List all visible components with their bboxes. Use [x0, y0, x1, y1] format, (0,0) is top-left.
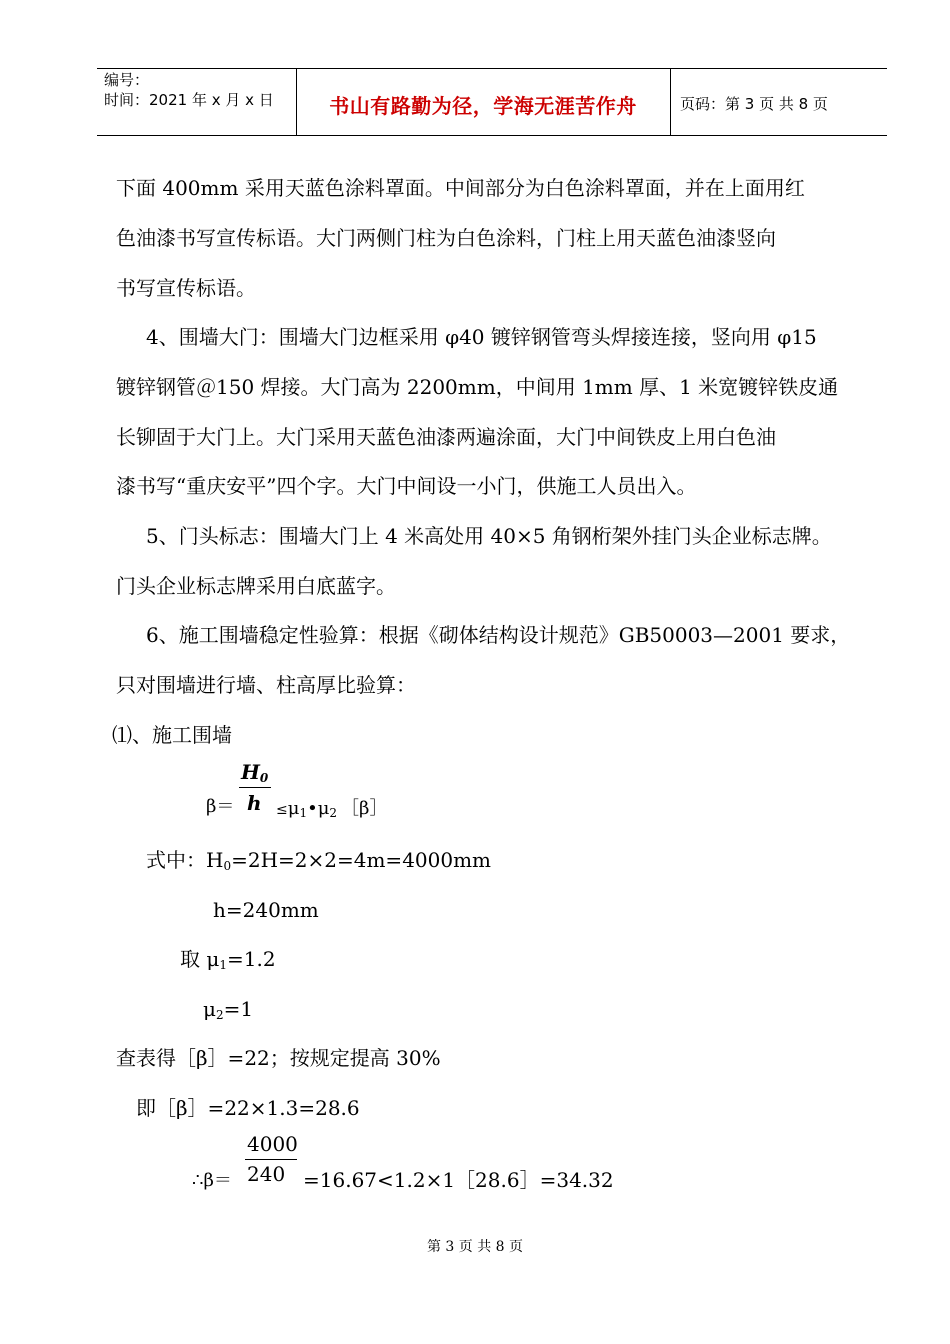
mu2-line: $\mu_2=1$ [203, 997, 254, 1022]
body-line-12: ⑴、施工围墙 [112, 723, 232, 747]
body-line-10: 6、施工围墙稳定性验算：根据《砌体结构设计规范》GB50003—2001 要求， [146, 623, 851, 647]
formula1-rhs: $\le\mu_1•\mu_2$ ［β］ [276, 798, 388, 820]
body-line-6: 长铆固于大门上。大门采用天蓝色油漆两遍涂面，大门中间铁皮上用白色油 [116, 425, 776, 449]
formula2-numerator: 4000 [247, 1132, 298, 1156]
formula2-denominator: 240 [247, 1162, 286, 1186]
formula2-result: =16.67<1.2×1［28.6］=34.32 [303, 1168, 614, 1192]
header-top-rule [97, 68, 887, 69]
header-time-label: 时间：2021 年 x 月 x 日 [104, 91, 274, 109]
page-footer: 第 3 页 共 8 页 [426, 1239, 524, 1255]
formula1-beta: β＝ [206, 796, 235, 817]
header-bottom-rule [97, 135, 887, 136]
formula2-prefix: ∴β＝ [192, 1170, 232, 1191]
body-line-3: 书写宣传标语。 [116, 276, 256, 300]
body-line-8: 5、门头标志：围墙大门上 4 米高处用 40×5 角钢桁架外挂门头企业标志牌。 [146, 524, 832, 548]
where-h0-line: 式中：$H_0=2H=2\times 2=4m=4000mm$ [146, 848, 492, 873]
header-divider-right [670, 68, 671, 135]
body-line-9: 门头企业标志牌采用白底蓝字。 [116, 574, 396, 598]
header-serial-label: 编号： [104, 71, 150, 89]
where-h-line: h=240mm [213, 898, 319, 922]
body-line-11: 只对围墙进行墙、柱高厚比验算： [116, 673, 416, 697]
formula1-denominator: h [247, 791, 262, 815]
header-motto: 书山有路勤为径，学海无涯苦作舟 [329, 94, 637, 118]
header-page-label: 页码：第 3 页 共 8 页 [680, 95, 828, 113]
formula1-fraction-bar [239, 787, 271, 788]
ji-line: 即［β］=22×1.3=28.6 [136, 1096, 360, 1120]
formula2-fraction-bar [245, 1159, 297, 1160]
body-line-2: 色油漆书写宣传标语。大门两侧门柱为白色涂料，门柱上用天蓝色油漆竖向 [116, 226, 776, 250]
formula1-numerator: $H_0$ [241, 760, 269, 785]
body-line-1: 下面 400mm 采用天蓝色涂料罩面。中间部分为白色涂料罩面，并在上面用红 [116, 176, 805, 200]
body-line-4: 4、围墙大门：围墙大门边框采用 φ40 镀锌钢管弯头焊接连接，竖向用 φ15 [146, 325, 817, 349]
body-line-7: 漆书写“重庆安平”四个字。大门中间设一小门，供施工人员出入。 [116, 474, 697, 498]
take-mu1-line: 取 $\mu_1=1.2$ [180, 947, 276, 972]
table-lookup-line: 查表得［β］=22；按规定提高 30% [116, 1046, 441, 1070]
body-line-5: 镀锌钢管＠150 焊接。大门高为 2200mm，中间用 1mm 厚、1 米宽镀锌铁皮通 [116, 375, 839, 399]
